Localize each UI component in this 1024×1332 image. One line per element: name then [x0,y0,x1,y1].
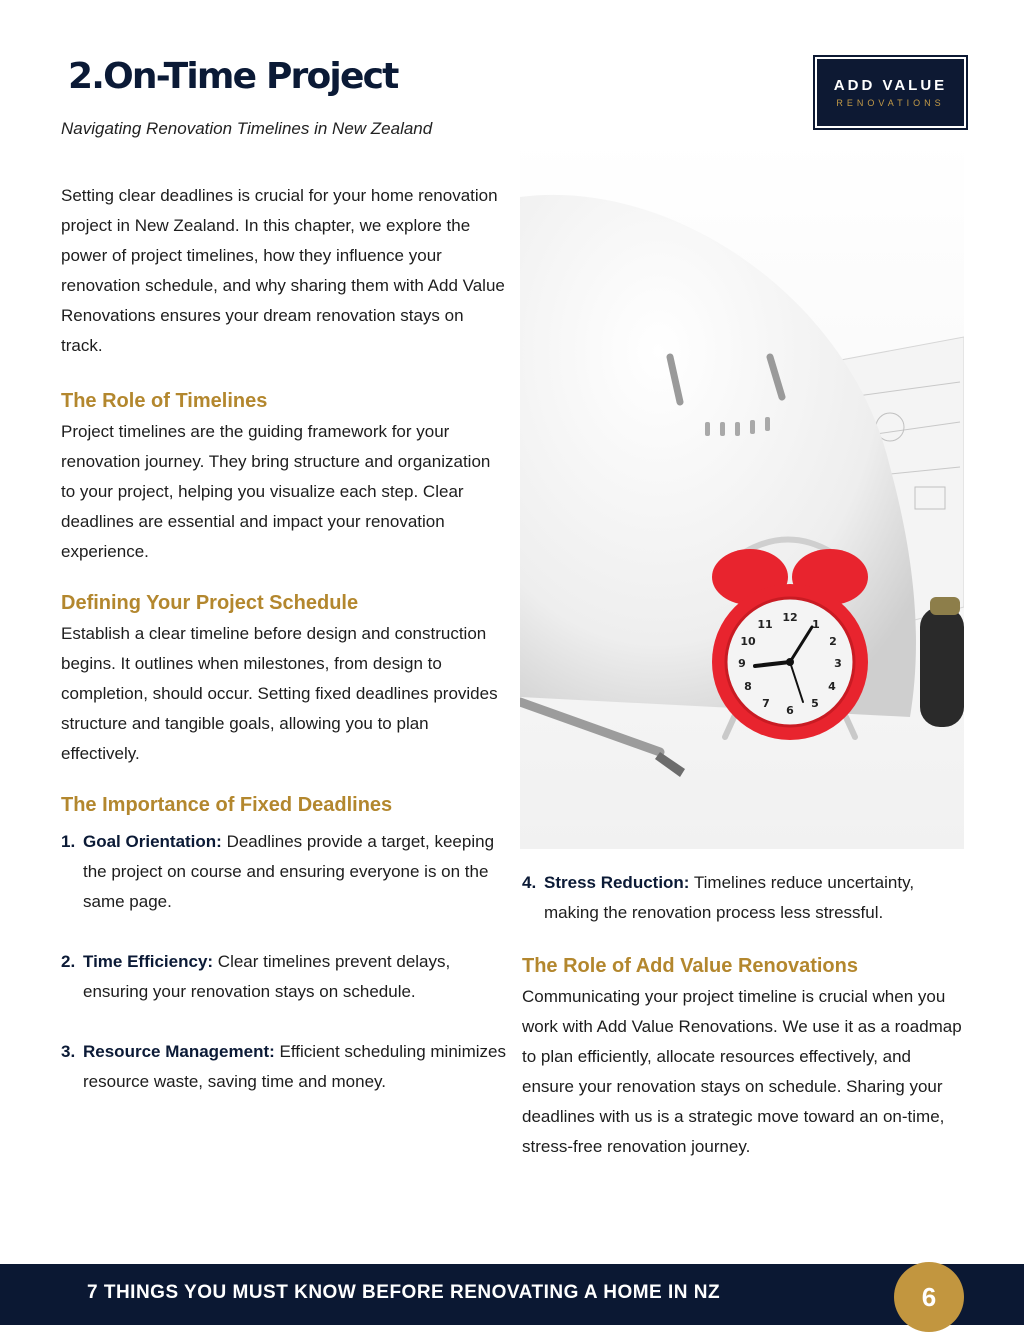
clock-number-5: 5 [811,697,819,710]
list-item-lead: Stress Reduction: [544,873,690,892]
body-role-of-timelines: Project timelines are the guiding framework for your renovation journey. They bring structure and organization to your project, helping you visualize each step. Clear deadlines are essential and impact your renovation experience. [61,422,491,561]
list-item [522,868,967,928]
intro-paragraph: Setting clear deadlines is crucial for your home renovation project in New Zealand. In this chapter, we explore the power of project timelines, how they influence your renovation schedule, and why sharing them with Add Value Renovations ensures your dream renovation stays on track. [61,186,505,355]
clock-number-10: 10 [740,635,756,648]
deadlines-list [61,827,506,1097]
list-item-lead: Goal Orientation: [83,832,222,851]
clock-number-1: 1 [812,618,820,631]
deadlines-list-continued [522,868,967,928]
list-item [61,947,506,1007]
heading-role-of-timelines: The Role of Timelines [61,390,268,412]
list-item-text: Efficient scheduling minimizes resource waste, saving time and money. [83,1042,506,1091]
page-title: 2.On-Time Project [68,56,398,97]
list-item-number: 4. [522,873,537,892]
list-item-text: Clear timelines prevent delays, ensuring your renovation stays on schedule. [83,952,451,1001]
clock-number-7: 7 [762,697,770,710]
page-subtitle: Navigating Renovation Timelines in New Zealand [61,119,433,138]
list-item-lead: Time Efficiency: [83,952,214,971]
logo-line-1: ADD VALUE [833,77,948,94]
heading-role-of-avr: The Role of Add Value Renovations [522,955,858,977]
logo-line-2: RENOVATIONS [836,98,945,108]
heading-fixed-deadlines: The Importance of Fixed Deadlines [61,794,393,816]
clock-number-6: 6 [786,704,794,717]
clock-number-8: 8 [744,680,752,693]
clock-number-3: 3 [834,657,842,670]
list-item-number: 3. [61,1042,76,1061]
footer-bar [0,1264,1024,1325]
list-item-number: 2. [61,952,76,971]
footer-text: 7 THINGS YOU MUST KNOW BEFORE RENOVATING A HOME IN NZ [87,1282,721,1303]
list-item [61,827,506,917]
right-column [522,868,967,1162]
clock-number-12: 12 [782,611,798,624]
body-defining-schedule: Establish a clear timeline before design and construction begins. It outlines when milestones, from design to completion, should occur. Setting fixed deadlines provides structure and tangible goals, allowing you to plan effectively. [61,624,498,763]
body-role-of-avr: Communicating your project timeline is crucial when you work with Add Value Renovations. We use it as a roadmap to plan efficiently, allocate resources effectively, and ensure your renovation stays on schedule. Sharing your deadlines with us is a strategic move toward an on-time, stress-free renovation journey. [522,987,962,1156]
page-number-badge: 6 [894,1262,964,1332]
list-item-text: Deadlines provide a target, keeping the project on course and ensuring everyone is on the same page. [83,832,495,911]
heading-defining-schedule: Defining Your Project Schedule [61,592,359,614]
hardhat-clock-photo [520,137,964,849]
clock-number-11: 11 [757,618,773,631]
clock-number-4: 4 [828,680,836,693]
left-column [61,181,506,1097]
list-item [61,1037,506,1097]
list-item-number: 1. [61,832,76,851]
clock-number-9: 9 [738,657,746,670]
list-item-lead: Resource Management: [83,1042,275,1061]
list-item-text: Timelines reduce uncertainty, making the renovation process less stressful. [544,873,915,922]
brand-logo [817,59,964,126]
clock-number-2: 2 [829,635,837,648]
